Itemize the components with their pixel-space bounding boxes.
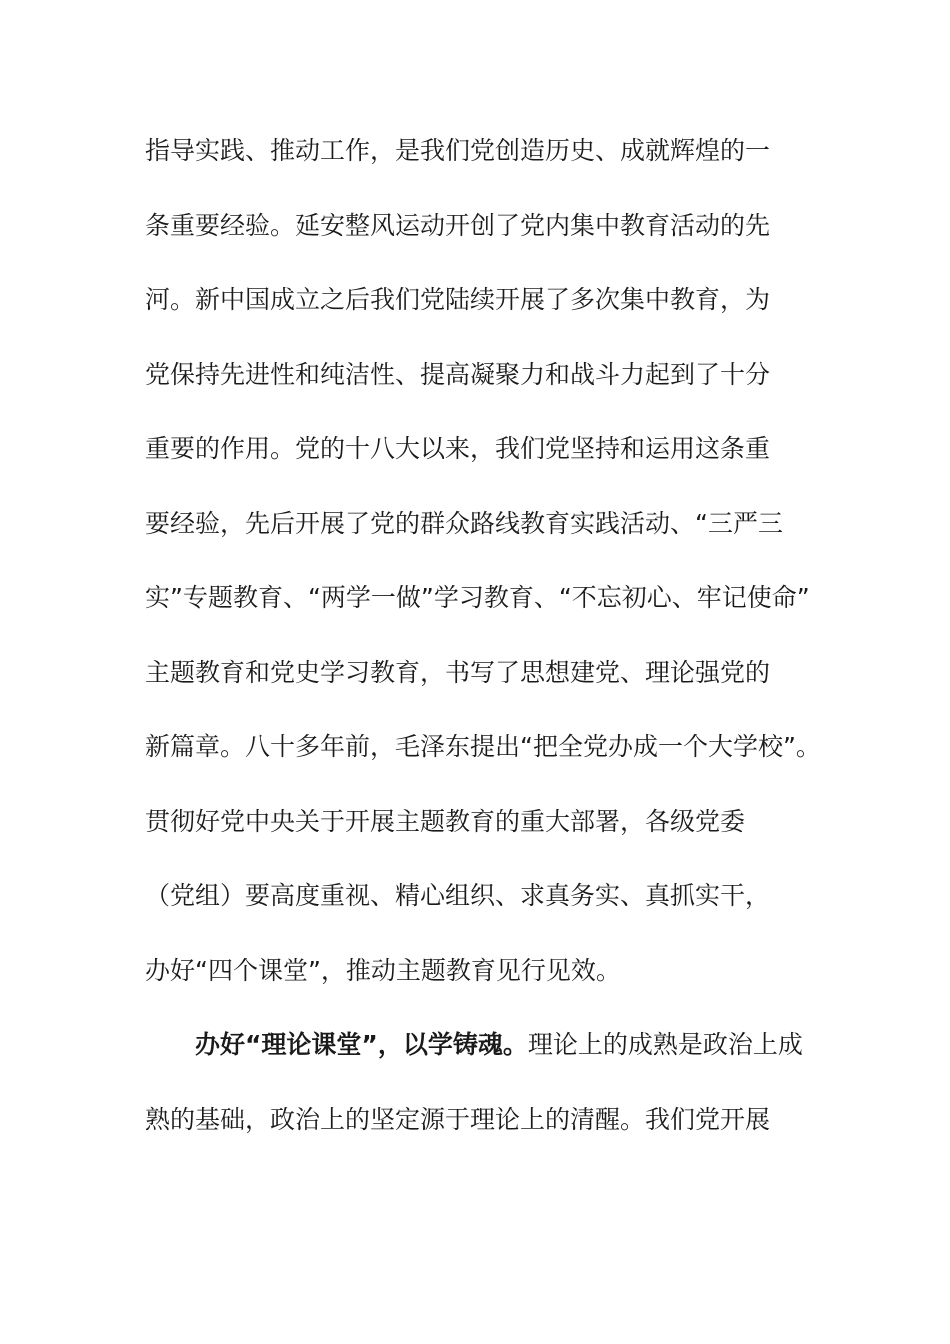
section-first-line	[145, 1018, 825, 1093]
paragraph-line: 办好“四个课堂”，推动主题教育见行见效。	[145, 955, 621, 985]
section-heading: 办好“理论课堂”，以学铸魂。	[195, 1030, 528, 1059]
paragraph-line: 贯彻好党中央关于开展主题教育的重大部署，各级党委	[145, 806, 746, 836]
paragraph-line: 新篇章。八十多年前，毛泽东提出“把全党办成一个大学校”。	[145, 732, 821, 761]
document-body	[145, 124, 825, 1167]
paragraph-line: 熟的基础，政治上的坚定源于理论上的清醒。我们党开展	[145, 1104, 771, 1134]
paragraph-line: 主题教育和党史学习教育，书写了思想建党、理论强党的	[145, 657, 771, 687]
paragraph-line: 实”专题教育、“两学一做”学习教育、“不忘初心、牢记使命”	[145, 583, 810, 612]
paragraph-line: 条重要经验。延安整风运动开创了党内集中教育活动的先	[145, 210, 771, 240]
paragraph-line: 党保持先进性和纯洁性、提高凝聚力和战斗力起到了十分	[145, 359, 771, 389]
paragraph-line: 要经验，先后开展了党的群众路线教育实践活动、“三严三	[145, 508, 783, 538]
paragraph-line: 河。新中国成立之后我们党陆续开展了多次集中教育，为	[145, 285, 771, 314]
paragraph-line: 重要的作用。党的十八大以来，我们党坚持和运用这条重	[145, 434, 771, 463]
paragraph-line: （党组）要高度重视、精心组织、求真务实、真抓实干，	[145, 881, 771, 910]
section-line-rest: 理论上的成熟是政治上成	[527, 1030, 803, 1059]
paragraph-line: 指导实践、推动工作，是我们党创造历史、成就辉煌的一	[145, 136, 771, 165]
